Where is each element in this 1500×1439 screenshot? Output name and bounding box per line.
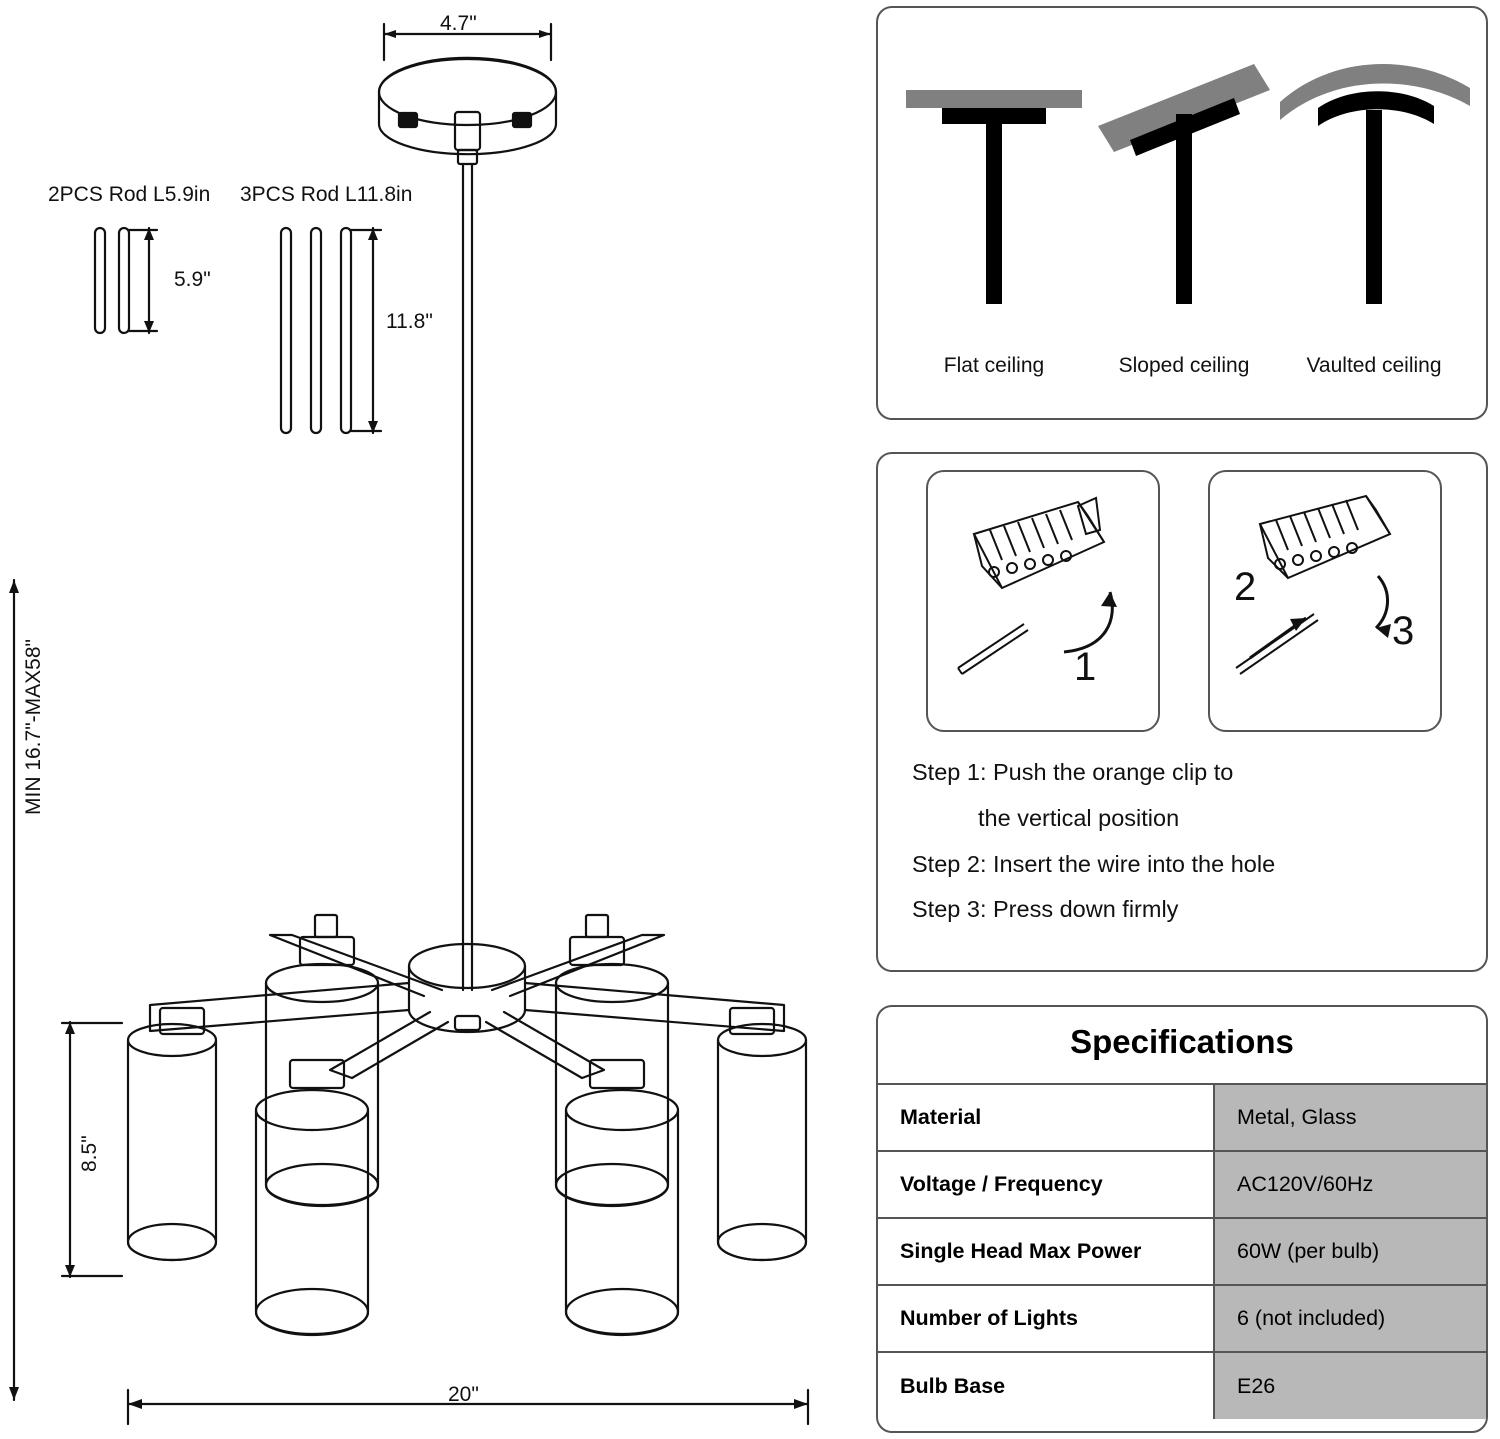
ceiling-type-flat-label: Flat ceiling xyxy=(943,354,1045,377)
wire-step-illustration-2 xyxy=(1208,470,1442,732)
spec-value: AC120V/60Hz xyxy=(1214,1151,1488,1218)
right-column xyxy=(872,0,1492,1439)
short-rods-group xyxy=(95,228,157,333)
ceiling-types-row xyxy=(878,48,1486,388)
spec-value: 6 (not included) xyxy=(1214,1285,1488,1352)
table-row xyxy=(878,1084,1488,1151)
shade-front-left xyxy=(256,1060,368,1335)
spec-key: Number of Lights xyxy=(878,1285,1214,1352)
ceiling-types-card xyxy=(876,6,1488,420)
shade-back-left xyxy=(128,1008,216,1260)
spec-key: Single Head Max Power xyxy=(878,1218,1214,1285)
long-rod-length-label: 11.8" xyxy=(386,310,433,333)
wire-step-badge-3: 3 xyxy=(1392,609,1415,653)
wire-connector-illustrations xyxy=(878,470,1486,740)
wire-step-badge-2: 2 xyxy=(1234,565,1257,609)
specifications-title: Specifications xyxy=(1070,1023,1294,1060)
wire-step-1-line-2: the vertical position xyxy=(978,804,1180,831)
spec-value: 60W (per bulb) xyxy=(1214,1218,1488,1285)
overall-height-label: MIN 16.7"-MAX58" xyxy=(22,639,45,815)
spec-value: Metal, Glass xyxy=(1214,1084,1488,1151)
ceiling-type-flat xyxy=(894,48,1094,388)
table-row xyxy=(878,1218,1488,1285)
down-rod xyxy=(463,164,472,990)
shade-back-right xyxy=(718,1008,806,1260)
spec-key: Material xyxy=(878,1084,1214,1151)
wire-step-illustration-1 xyxy=(926,470,1160,732)
flat-ceiling-icon xyxy=(894,48,1094,318)
ceiling-type-sloped xyxy=(1084,48,1284,388)
specifications-table xyxy=(878,1083,1488,1419)
ceiling-type-vaulted xyxy=(1274,48,1474,388)
connector-insert-wire-icon xyxy=(1210,472,1436,726)
vaulted-ceiling-icon xyxy=(1274,48,1474,318)
table-row xyxy=(878,1151,1488,1218)
table-row xyxy=(878,1285,1488,1352)
table-row xyxy=(878,1352,1488,1419)
chandelier-body xyxy=(128,915,806,1335)
wire-connector-steps xyxy=(912,750,1472,933)
overall-height-dimension xyxy=(9,580,19,1400)
wire-step-3: Step 3: Press down firmly xyxy=(912,896,1179,923)
ceiling-type-vaulted-label: Vaulted ceiling xyxy=(1306,354,1442,377)
wire-step-badge-1: 1 xyxy=(1074,645,1097,689)
wire-step-2: Step 2: Insert the wire into the hole xyxy=(912,850,1276,877)
wire-connector-card xyxy=(876,452,1488,972)
short-rod-count-label: 2PCS Rod L5.9in xyxy=(48,183,211,206)
canopy-width-label: 4.7" xyxy=(440,12,477,35)
wire-step-1-line-1: Step 1: Push the orange clip to xyxy=(912,759,1234,785)
sloped-ceiling-icon xyxy=(1084,48,1284,318)
short-rod-length-label: 5.9" xyxy=(174,268,211,291)
long-rod-count-label: 3PCS Rod L11.8in xyxy=(240,183,413,206)
spec-key: Voltage / Frequency xyxy=(878,1151,1214,1218)
spec-value: E26 xyxy=(1214,1352,1488,1419)
ceiling-type-sloped-label: Sloped ceiling xyxy=(1118,354,1250,377)
fixture-width-label: 20" xyxy=(448,1383,479,1406)
ceiling-canopy xyxy=(379,58,556,164)
long-rods-group xyxy=(281,228,381,433)
spec-key: Bulb Base xyxy=(878,1352,1214,1419)
shade-height-label: 8.5" xyxy=(78,1135,101,1172)
connector-push-clip-icon xyxy=(928,472,1154,726)
specifications-card xyxy=(876,1005,1488,1433)
shade-front-right xyxy=(566,1060,678,1335)
